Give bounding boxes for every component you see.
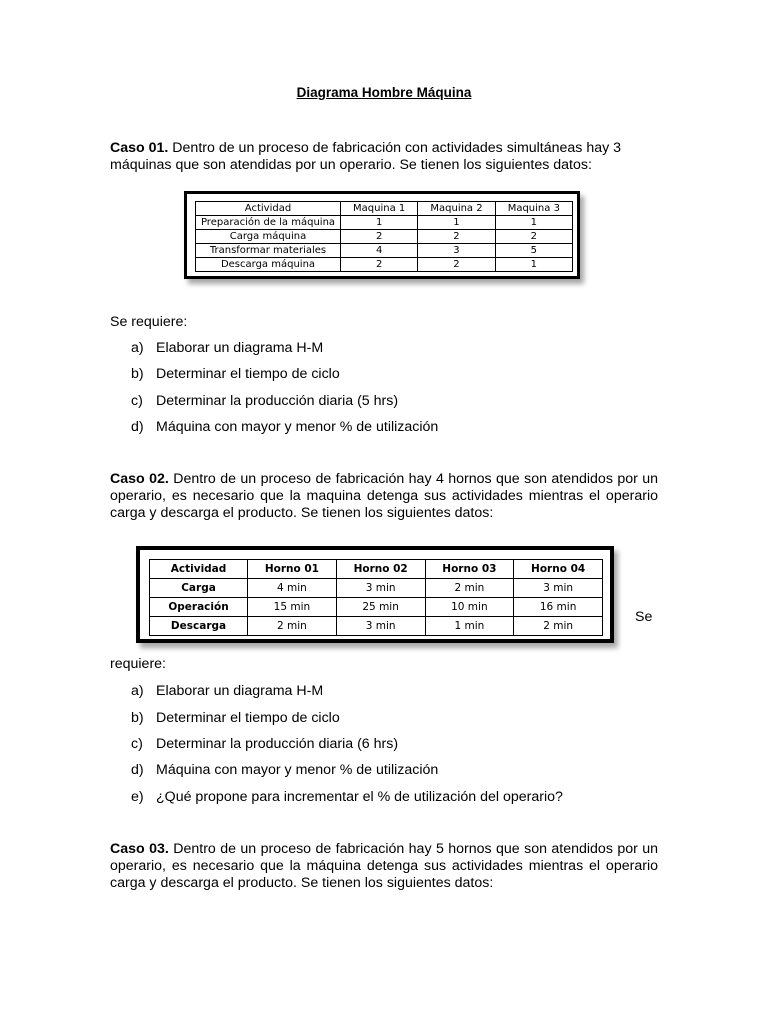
table-cell: 25 min bbox=[336, 598, 425, 617]
list-marker: b) bbox=[131, 710, 144, 726]
table-cell: 2 bbox=[341, 258, 418, 272]
table-header-cell: Horno 02 bbox=[336, 560, 425, 579]
list-text: Máquina con mayor y menor % de utilización bbox=[156, 762, 439, 778]
table-cell: Preparación de la máquina bbox=[196, 216, 341, 230]
list-text: Determinar la producción diaria (6 hrs) bbox=[156, 736, 399, 752]
table-cell: 2 bbox=[418, 230, 495, 244]
caso01-table bbox=[195, 201, 573, 272]
list-marker: c) bbox=[131, 736, 143, 752]
table-cell: Transformar materiales bbox=[196, 244, 341, 258]
caso03-label: Caso 03. bbox=[110, 841, 169, 857]
list-marker: a) bbox=[131, 683, 144, 699]
caso02-requiere-part1: Se bbox=[635, 609, 653, 625]
table-cell: 1 bbox=[495, 216, 572, 230]
table-header-row bbox=[150, 560, 603, 579]
list-text: Máquina con mayor y menor % de utilización bbox=[156, 419, 439, 435]
table-cell: 3 min bbox=[514, 579, 603, 598]
list-item bbox=[131, 340, 323, 357]
list-marker: b) bbox=[131, 366, 144, 382]
table-cell: 16 min bbox=[514, 598, 603, 617]
list-marker: e) bbox=[131, 789, 144, 805]
table-row-label: Operación bbox=[150, 598, 248, 617]
table-cell: 3 min bbox=[336, 579, 425, 598]
list-item bbox=[131, 710, 340, 727]
list-text: Elaborar un diagrama H-M bbox=[156, 683, 324, 699]
list-text: Determinar el tiempo de ciclo bbox=[156, 366, 340, 382]
caso02-text: Dentro de un proceso de fabricación hay 4 hornos que son atendidos por un operario, es necesario que la maquina detenga sus actividades mientras el operario carga y descarga el producto. Se tienen los siguientes datos: bbox=[110, 471, 659, 521]
list-item bbox=[131, 683, 323, 700]
table-cell: 3 bbox=[418, 244, 495, 258]
caso03-paragraph bbox=[110, 841, 658, 892]
table-header-cell: Actividad bbox=[196, 202, 341, 216]
table-cell: 1 bbox=[418, 216, 495, 230]
table-header-cell: Horno 04 bbox=[514, 560, 603, 579]
list-text: ¿Qué propone para incrementar el % de utilización del operario? bbox=[156, 789, 563, 805]
table-cell: 1 bbox=[341, 216, 418, 230]
table-row bbox=[196, 216, 573, 230]
list-item bbox=[131, 762, 438, 779]
caso02-requiere-part2: requiere: bbox=[110, 656, 166, 672]
list-marker: d) bbox=[131, 762, 144, 778]
table-header-cell: Maquina 3 bbox=[495, 202, 572, 216]
caso01-requiere: Se requiere: bbox=[110, 314, 188, 330]
table-cell: 15 min bbox=[248, 598, 337, 617]
table-row bbox=[150, 579, 603, 598]
table-header-cell: Horno 01 bbox=[248, 560, 337, 579]
table-cell: 1 min bbox=[425, 617, 514, 636]
list-marker: d) bbox=[131, 419, 144, 435]
caso01-label: Caso 01. bbox=[110, 140, 169, 156]
table-cell: 2 min bbox=[514, 617, 603, 636]
table-row-label: Descarga bbox=[150, 617, 248, 636]
table-cell: Carga máquina bbox=[196, 230, 341, 244]
caso01-paragraph bbox=[110, 140, 658, 174]
table-cell: 4 min bbox=[248, 579, 337, 598]
table-cell: Descarga máquina bbox=[196, 258, 341, 272]
table-header-cell: Actividad bbox=[150, 560, 248, 579]
table-cell: 10 min bbox=[425, 598, 514, 617]
list-marker: c) bbox=[131, 393, 143, 409]
table-header-cell: Horno 03 bbox=[425, 560, 514, 579]
caso01-table-frame bbox=[184, 191, 580, 279]
list-marker: a) bbox=[131, 340, 144, 356]
caso02-table bbox=[149, 559, 603, 636]
caso03-text: Dentro de un proceso de fabricación hay 5 hornos que son atendidos por un operario, es necesario que la máquina detenga sus actividades mientras el operario carga y descarga el producto. Se tienen los siguientes datos: bbox=[110, 841, 659, 891]
table-row bbox=[196, 258, 573, 272]
list-item bbox=[131, 789, 563, 806]
table-row bbox=[150, 617, 603, 636]
table-row bbox=[196, 230, 573, 244]
caso02-label: Caso 02. bbox=[110, 471, 169, 487]
table-row bbox=[196, 244, 573, 258]
table-cell: 2 bbox=[418, 258, 495, 272]
table-cell: 4 bbox=[341, 244, 418, 258]
list-item bbox=[131, 736, 398, 753]
table-cell: 2 bbox=[495, 230, 572, 244]
table-cell: 1 bbox=[495, 258, 572, 272]
table-cell: 2 bbox=[341, 230, 418, 244]
table-cell: 2 min bbox=[248, 617, 337, 636]
list-text: Elaborar un diagrama H-M bbox=[156, 340, 324, 356]
table-cell: 3 min bbox=[336, 617, 425, 636]
table-row-label: Carga bbox=[150, 579, 248, 598]
list-text: Determinar la producción diaria (5 hrs) bbox=[156, 393, 399, 409]
list-item bbox=[131, 366, 340, 383]
caso02-table-frame bbox=[136, 546, 614, 643]
list-item bbox=[131, 393, 398, 410]
caso01-text: Dentro de un proceso de fabricación con actividades simultáneas hay 3 máquinas que son atendidas por un operario. Se tienen los siguientes datos: bbox=[110, 140, 622, 173]
table-header-cell: Maquina 2 bbox=[418, 202, 495, 216]
table-cell: 5 bbox=[495, 244, 572, 258]
caso02-paragraph bbox=[110, 471, 658, 522]
list-text: Determinar el tiempo de ciclo bbox=[156, 710, 340, 726]
document-title: Diagrama Hombre Máquina bbox=[296, 85, 472, 100]
table-cell: 2 min bbox=[425, 579, 514, 598]
table-header-cell: Maquina 1 bbox=[341, 202, 418, 216]
table-header-row bbox=[196, 202, 573, 216]
table-row bbox=[150, 598, 603, 617]
list-item bbox=[131, 419, 438, 436]
